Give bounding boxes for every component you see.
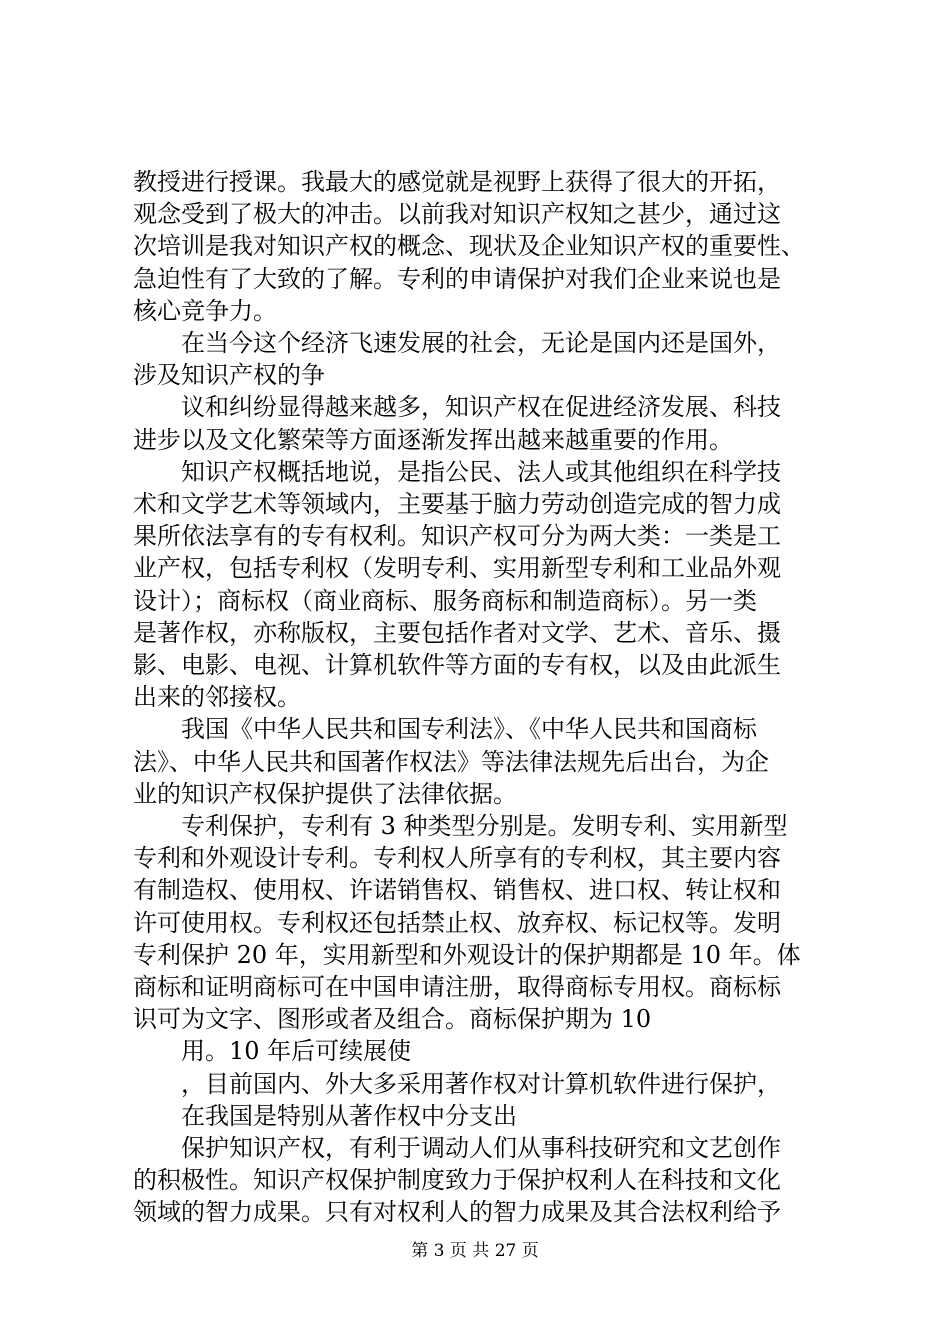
text-line: 保护知识产权，有利于调动人们从事科技研究和文艺创作	[181, 1134, 781, 1162]
text-line: 许可使用权。专利权还包括禁止权、放弃权、标记权等。发明	[133, 909, 781, 937]
text-line: 知识产权概括地说，是指公民、法人或其他组织在科学技	[181, 458, 781, 486]
text-line: 在我国是特别从著作权中分支出	[181, 1102, 517, 1130]
text-line: 业产权，包括专利权（发明专利、实用新型专利和工业品外观	[133, 554, 781, 582]
text-line: 专利保护，专利有 3 种类型分别是。发明专利、实用新型	[181, 812, 788, 840]
text-line: 专利和外观设计专利。专利权人所享有的专利权，其主要内容	[133, 844, 781, 872]
text-line: 术和文学艺术等领域内，主要基于脑力劳动创造完成的智力成	[133, 490, 781, 518]
text-line: 是著作权，亦称版权，主要包括作者对文学、艺术、音乐、摄	[133, 619, 781, 647]
text-line: 核心竞争力。	[133, 297, 277, 325]
text-line: 商标和证明商标可在中国申请注册，取得商标专用权。商标标	[133, 973, 781, 1001]
page-number-footer: 第 3 页 共 27 页	[411, 1241, 539, 1261]
text-line: 用。10 年后可续展使	[181, 1037, 412, 1065]
text-line: 的积极性。知识产权保护制度致力于保护权利人在科技和文化	[133, 1166, 781, 1194]
text-line: 果所依法享有的专有权利。知识产权可分为两大类：一类是工	[133, 522, 781, 550]
text-line: ，目前国内、外大多采用著作权对计算机软件进行保护，	[181, 1070, 781, 1098]
text-line: 识可为文字、图形或者及组合。商标保护期为 10	[133, 1005, 652, 1033]
text-line: 进步以及文化繁荣等方面逐渐发挥出越来越重要的作用。	[133, 426, 733, 454]
text-line: 出来的邻接权。	[133, 683, 301, 711]
text-line: 涉及知识产权的争	[133, 361, 325, 389]
text-line: 影、电影、电视、计算机软件等方面的专有权，以及由此派生	[133, 651, 781, 679]
text-line: 观念受到了极大的冲击。以前我对知识产权知之甚少，通过这	[133, 200, 781, 228]
text-line: 我国《中华人民共和国专利法》、《中华人民共和国商标	[181, 715, 757, 743]
text-line: 设计）；商标权（商业商标、服务商标和制造商标）。另一类	[133, 587, 757, 615]
text-line: 业的知识产权保护提供了法律依据。	[133, 780, 517, 808]
text-line: 在当今这个经济飞速发展的社会，无论是国内还是国外，	[181, 329, 781, 357]
text-line: 领域的智力成果。只有对权利人的智力成果及其合法权利给予	[133, 1198, 781, 1226]
text-line: 教授进行授课。我最大的感觉就是视野上获得了很大的开拓，	[133, 168, 781, 196]
text-line: 法》、中华人民共和国著作权法》等法律法规先后出台，为企	[133, 748, 769, 776]
text-line: 专利保护 20 年，实用新型和外观设计的保护期都是 10 年。体	[133, 941, 801, 969]
text-line: 次培训是我对知识产权的概念、现状及企业知识产权的重要性、	[133, 232, 805, 260]
text-line: 有制造权、使用权、许诺销售权、销售权、进口权、转让权和	[133, 876, 781, 904]
text-line: 急迫性有了大致的了解。专利的申请保护对我们企业来说也是	[133, 265, 781, 293]
text-line: 议和纠纷显得越来越多，知识产权在促进经济发展、科技	[181, 393, 781, 421]
